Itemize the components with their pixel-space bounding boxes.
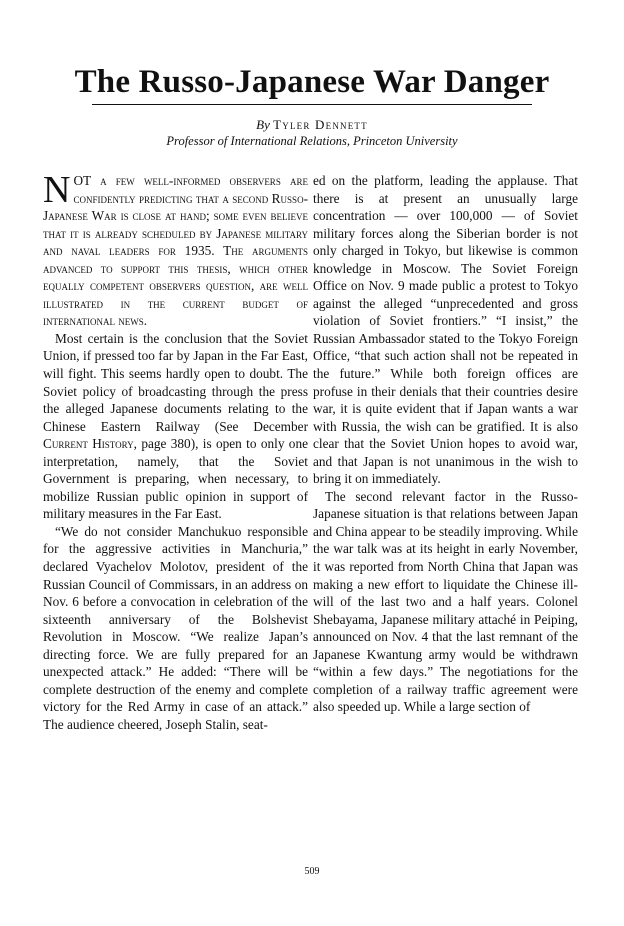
byline [40,117,584,133]
byline-prefix: By [256,117,270,132]
paragraph [43,330,308,523]
page-number: 509 [304,866,320,877]
right-column [313,172,578,716]
paragraph [43,169,308,330]
article-title: The Russo-Japanese War Danger [74,64,550,100]
paragraph: “We do not consider Manchukuo responsible for the aggressive activities in Manchuria,” declared Vyachelov Molotov, president of the Russian Council of Commissars, in an address on Nov. 6 before a convocation in celebration of the sixteenth anniversary of the Bolshevist Revolution in Moscow. “We realize Japan’s directing force. We are fully prepared for an unexpected attack.” He added: “There will be complete destruction of the enemy and complete victory for the Red Army in case of an attack.” The audience cheered, Joseph Stalin, seat- [43,523,308,732]
title-rule [92,104,532,105]
paragraph-text: Most certain is the conclusion that the Soviet Union, if pressed too far by Japan in the Far East, will fight. This seems hardly open to doubt. The Soviet policy of broadcasting through the press the alleged Japanese documents relating to the Chinese Eastern Railway (See December [43,330,308,434]
paragraph: The second relevant factor in the Russo-Japanese situation is that relations between Japan and China appear to be steadily improving. While the war talk was at its height in early November, it was reported from North China that Japan was making a new effort to liquidate the Chinese ill-will of the last two and a half years. Colonel Shebayama, Japanese military attaché in Peiping, announced on Nov. 4 that the last remnant of the Japanese Kwantung army would be withdrawn “within a few days.” The negotiations for the completion of a railway traffic agreement were also speeded up. While a large section of [313,488,578,715]
paragraph-text: , page 380), is open to only one interpretation, namely, that the Soviet Government is preparing, when necessary, to mobilize Russian public opinion in support of military measures in the Far East. [43,436,308,522]
paragraph: ed on the platform, leading the applause. That there is at present an unusually large concentration — over 100,000 — of Soviet military forces along the Siberian border is not only charged in Tokyo, but likewise is common knowledge in Moscow. The Soviet Foreign Office on Nov. 9 made public a protest to Tokyo against the alleged “unprecedented and gross violation of Soviet frontiers.” “I insist,” the Russian Ambassador stated to the Tokyo Foreign Office, “that such action shall not be repeated in the future.” While both foreign offices are profuse in their denials that their countries desire war, it is quite evident that if Japan wants a war with Russia, the wish can be gratified. It is also clear that the Soviet Union hopes to avoid war, and that Japan is not unanimous in the wish to bring it on immediately. [313,173,578,487]
left-column [43,169,308,734]
author-name: Tyler Dennett [273,117,368,132]
paragraph-text: OT a few well-informed observers are confidently predicting that a second Russo-Japanese War is close at hand; some even believe that it is already scheduled by Japanese military and naval leaders for 1935. The arguments advanced to support this thesis, which other equally competent observers question, are well illustrated in the current budget of international news. [43,173,308,329]
magazine-name: Current History [43,436,134,452]
author-affiliation: Professor of International Relations, Princeton University [166,134,458,148]
drop-cap: N [43,169,71,211]
